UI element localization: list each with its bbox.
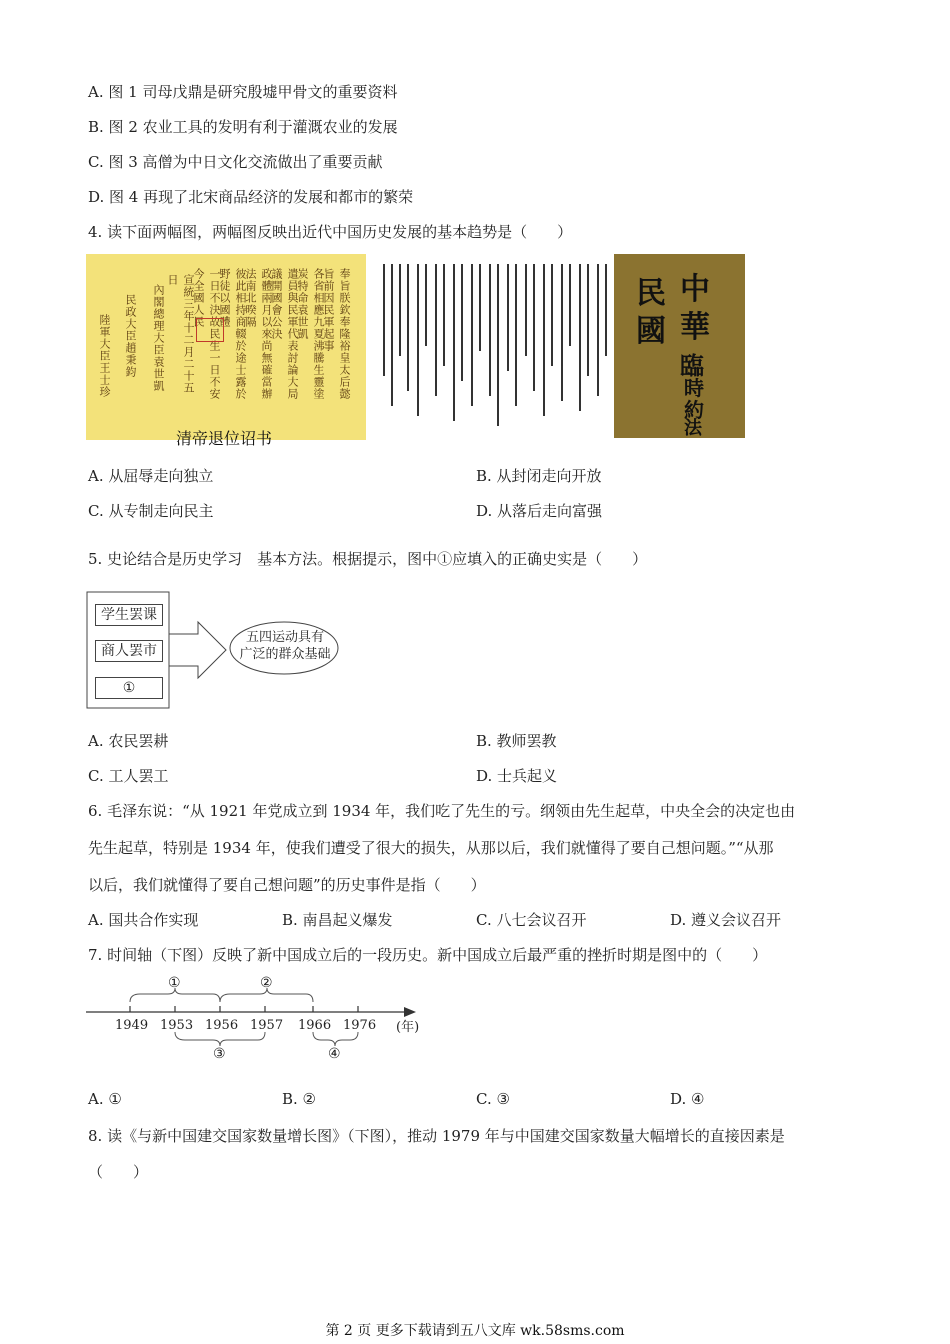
q5-conclusion-line1: 五四运动具有 [245,630,324,645]
timeline-mark-3: ③ [213,1046,226,1062]
edict-script: 各省相應九夏沸騰生靈塗炭特命袁世凱 [296,268,325,400]
edict-script: 民政大臣趙秉鈞 [124,294,137,378]
timeline-year: 1966 [298,1018,332,1033]
q3-option-a: A. 图 1 司母戊鼎是研究殷墟甲骨文的重要资料 [88,83,398,101]
q6-option-c: C. 八七会议召开 [476,911,587,929]
timeline-unit: (年) [396,1020,420,1035]
edict-script: 彼此相持商輟於途士露於野徒以國體 [218,268,247,400]
q4-option-b: B. 从封闭走向开放 [476,467,602,485]
edict-script: 宣統三年十二月二十五日 [166,274,195,394]
edict-script: 遣員與民軍代表討論大局議開國會公決 [270,268,299,400]
q4-stem: 4. 读下面两幅图，两幅图反映出近代中国历史发展的基本趋势是（ ） [88,223,573,241]
q4-option-d: D. 从落后走向富强 [476,502,603,520]
provisional-constitution-text-image [378,256,610,432]
q6-line2: 先生起草，特别是 1934 年，使我们遭受了很大的损失，从那以后，我们就懂得了要自己想问题。”“从那 [88,839,774,857]
q5-option-a: A. 农民罢耕 [88,732,169,750]
timeline-year: 1956 [205,1018,239,1033]
q7-option-a: A. ① [88,1090,122,1108]
q7-option-d: D. ④ [670,1090,705,1108]
red-seal-icon [196,318,224,342]
q5-option-d: D. 士兵起义 [476,767,558,785]
q5-box-students: 学生罢课 [95,604,163,626]
provisional-constitution-cover-image [614,254,745,438]
cover-char: 時 [684,376,704,400]
q6-line1: 6. 毛泽东说：“从 1921 年党成立到 1934 年，我们吃了先生的亏。纲领由先生起草，中央全会的决定也由 [88,802,796,820]
timeline-year: 1949 [115,1018,149,1033]
q7-option-b: B. ② [282,1090,317,1108]
q6-line3: 以后，我们就懂得了要自己想问题”的历史事件是指（ ） [88,876,486,894]
cover-char: 約 [684,398,704,422]
cover-char: 華 [680,310,710,345]
edict-script: 陸軍大臣王士珍 [98,314,111,398]
q5-stem: 5. 史论结合是历史学习 基本方法。根据提示，图中①应填入的正确史实是（ ） [88,550,648,568]
cover-char: 國 [636,314,666,349]
q5-box-merchants: 商人罢市 [95,640,163,662]
timeline-mark-1: ① [168,975,181,991]
q5-conclusion-line2: 广泛的群众基础 [239,647,331,662]
q5-box-blank: ① [95,677,163,699]
q5-option-b: B. 教师罢教 [476,732,557,750]
page-footer: 第 2 页 更多下载请到五八文库 wk.58sms.com [325,1323,625,1339]
edict-script: 奉旨朕欽奉隆裕皇太后懿旨前因民軍起事 [322,268,351,400]
q7-option-c: C. ③ [476,1090,510,1108]
q8-line1: 8. 读《与新中国建交国家数量增长图》（下图），推动 1979 年与中国建交国家数量大幅增长的直接因素是 [88,1127,785,1145]
q4-option-c: C. 从专制走向民主 [88,502,214,520]
q6-option-d: D. 遵义会议召开 [670,911,782,929]
cover-char: 臨 [680,351,704,380]
q3-option-c: C. 图 3 高僧为中日文化交流做出了重要贡献 [88,153,383,171]
q3-option-d: D. 图 4 再现了北宋商品经济的发展和都市的繁荣 [88,188,414,206]
cover-char: 法 [684,418,702,439]
timeline-year: 1957 [250,1018,284,1033]
q7-stem: 7. 时间轴（下图）反映了新中国成立后的一段历史。新中国成立后最严重的挫折时期是图中的（ ） [88,946,768,964]
q4-option-a: A. 从屈辱走向独立 [88,467,214,485]
q6-option-a: A. 国共合作实现 [88,911,199,929]
q6-option-b: B. 南昌起义爆发 [282,911,393,929]
timeline-mark-4: ④ [328,1046,341,1062]
cover-char: 民 [636,276,666,311]
cover-char: 中 [680,272,710,307]
timeline-year: 1976 [343,1018,377,1033]
edict-script: 一日不決故民生一日不安今全國人民 [192,268,221,400]
edict-caption: 清帝退位诏书 [176,429,273,448]
timeline-mark-2: ② [260,975,273,991]
qing-abdication-edict-image [86,254,366,440]
q3-option-b: B. 图 2 农业工具的发明有利于灌溉农业的发展 [88,118,398,136]
edict-script: 內閣總理大臣袁世凱 [152,284,165,392]
q5-conclusion [232,629,338,663]
q8-line2: （ ） [88,1163,149,1181]
edict-script: 政體兩月以來尚無確當辦法南北暌隔 [244,268,273,400]
timeline-year: 1953 [160,1018,194,1033]
q5-option-c: C. 工人罢工 [88,767,169,785]
